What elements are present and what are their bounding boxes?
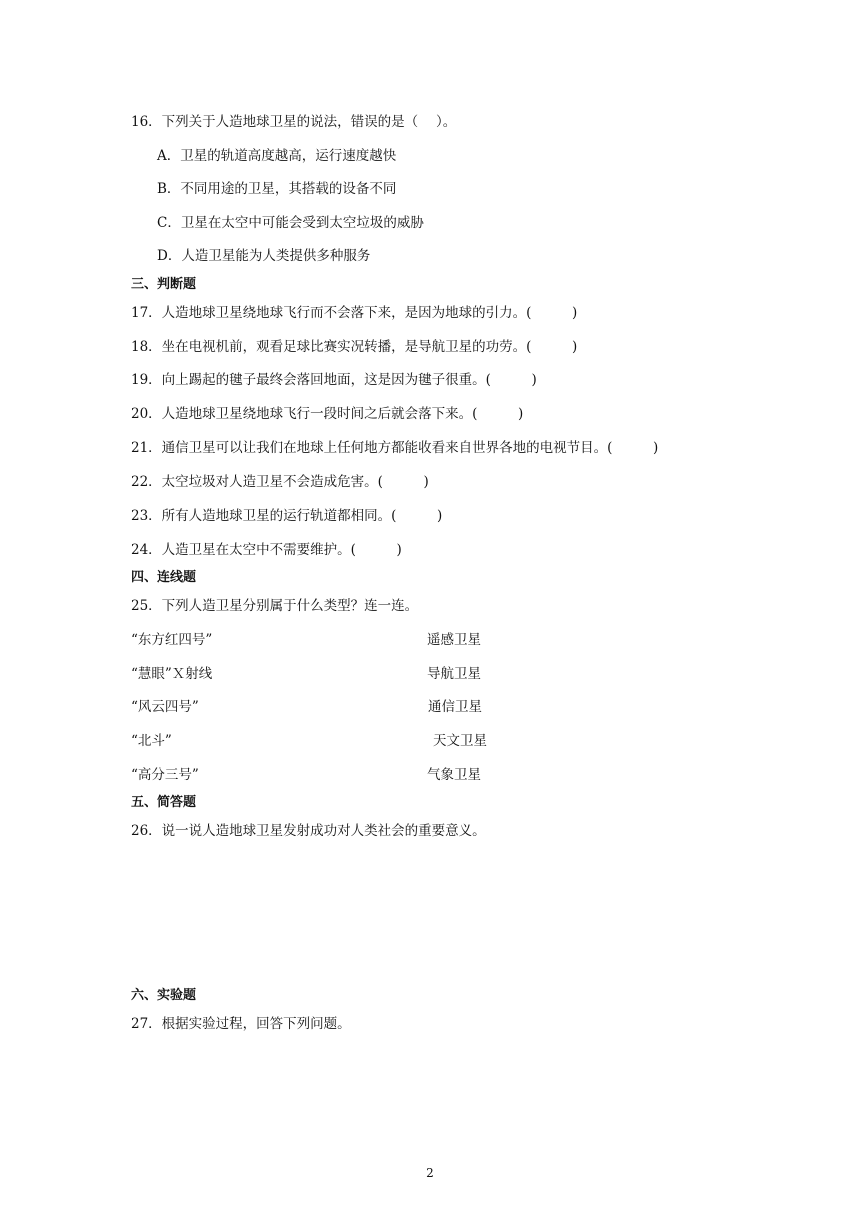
question-16-option-c: C．卫星在太空中可能会受到太空垃圾的威胁 xyxy=(157,215,424,231)
question-16-option-a: A．卫星的轨道高度越高，运行速度越快 xyxy=(157,148,397,164)
matching-left-item: “北斗” xyxy=(131,733,172,749)
question-26: 26．说一说人造地球卫星发射成功对人类社会的重要意义。 xyxy=(131,823,486,839)
question-16-option-d: D．人造卫星能为人类提供多种服务 xyxy=(157,248,371,264)
matching-right-item: 遥感卫星 xyxy=(427,632,481,648)
matching-left-item: “风云四号” xyxy=(131,699,199,715)
question-17: 17．人造地球卫星绕地球飞行而不会落下来，是因为地球的引力。( ) xyxy=(131,305,578,321)
matching-right-item: 气象卫星 xyxy=(427,767,481,783)
question-16-stem: 16．下列关于人造地球卫星的说法，错误的是（ ）。 xyxy=(131,114,457,130)
matching-left-item: “高分三号” xyxy=(131,767,199,783)
question-16-option-b: B．不同用途的卫星，其搭载的设备不同 xyxy=(157,181,397,197)
section-heading-judgment: 三、判断题 xyxy=(131,277,197,292)
matching-right-item: 导航卫星 xyxy=(427,666,481,682)
question-27: 27．根据实验过程，回答下列问题。 xyxy=(131,1016,351,1032)
matching-left-item: “东方红四号” xyxy=(131,632,213,648)
section-heading-experiment: 六、实验题 xyxy=(131,988,197,1003)
question-18: 18．坐在电视机前，观看足球比赛实况转播，是导航卫星的功劳。( ) xyxy=(131,339,578,355)
matching-left-item: “慧眼”Ｘ射线 xyxy=(131,666,213,682)
section-heading-short-answer: 五、简答题 xyxy=(131,795,197,810)
matching-right-item: 通信卫星 xyxy=(428,699,482,715)
question-21: 21．通信卫星可以让我们在地球上任何地方都能收看来自世界各地的电视节目。( ) xyxy=(131,440,659,456)
question-20: 20．人造地球卫星绕地球飞行一段时间之后就会落下来。( ) xyxy=(131,406,524,422)
page-number: 2 xyxy=(426,1166,434,1180)
section-heading-matching: 四、连线题 xyxy=(131,570,197,585)
question-23: 23．所有人造地球卫星的运行轨道都相同。( ) xyxy=(131,508,443,524)
matching-right-item: 天文卫星 xyxy=(433,733,487,749)
question-24: 24．人造卫星在太空中不需要维护。( ) xyxy=(131,542,402,558)
question-19: 19．向上踢起的毽子最终会落回地面，这是因为毽子很重。( ) xyxy=(131,372,537,388)
question-25-stem: 25．下列人造卫星分别属于什么类型？连一连。 xyxy=(131,598,419,614)
question-22: 22．太空垃圾对人造卫星不会造成危害。( ) xyxy=(131,474,429,490)
